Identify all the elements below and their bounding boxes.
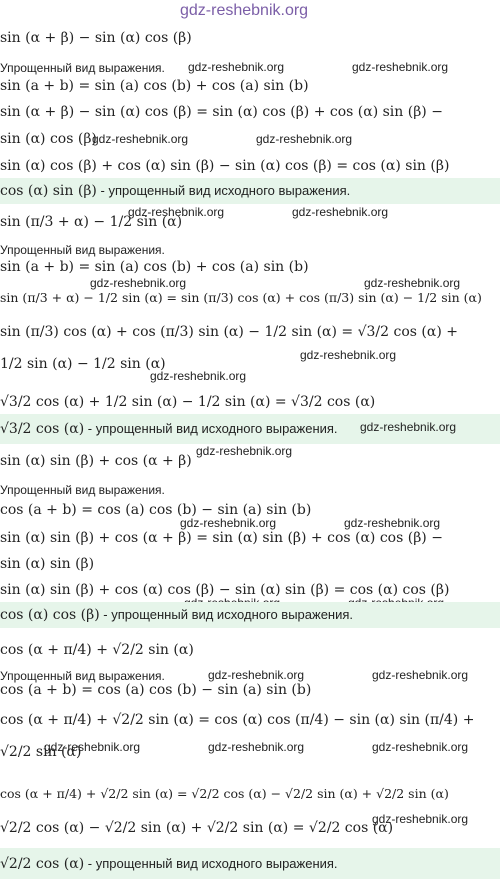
- problem-2-expression: sin (π/3 + α) − 1/2 sin (α): [0, 214, 183, 230]
- problem-3-step-1: sin (α) sin (β) + cos (α + β) = sin (α) sin (β) + cos (α) cos (β) −: [0, 530, 443, 546]
- problem-3-formula: cos (a + b) = cos (a) cos (b) − sin (a) sin (b): [0, 502, 312, 518]
- problem-1-formula: sin (a + b) = sin (a) cos (b) + cos (a) sin (b): [0, 78, 309, 94]
- watermark: gdz-reshebnik.org: [208, 740, 305, 754]
- problem-4-result-text: - упрощенный вид исходного выражения.: [84, 856, 338, 871]
- watermark: gdz-reshebnik.org: [292, 205, 389, 219]
- problem-2-result-math: √3/2 cos (α): [0, 421, 85, 437]
- problem-1-label: Упрощенный вид выражения.: [0, 61, 165, 75]
- watermark: gdz-reshebnik.org: [256, 132, 353, 146]
- problem-4-formula: cos (a + b) = cos (a) cos (b) − sin (a) sin (b): [0, 682, 312, 698]
- watermark: gdz-reshebnik.org: [372, 812, 469, 826]
- watermark: gdz-reshebnik.org: [92, 132, 189, 146]
- problem-4-label: Упрощенный вид выражения.: [0, 669, 165, 683]
- watermark: gdz-reshebnik.org: [44, 740, 141, 754]
- problem-3-result-math: cos (α) cos (β): [0, 607, 100, 623]
- problem-2-result: [0, 421, 338, 437]
- problem-3-result: [0, 607, 353, 623]
- problem-1-step-2: sin (α) cos (β): [0, 131, 97, 147]
- problem-3-label: Упрощенный вид выражения.: [0, 483, 165, 497]
- problem-4-result-math: √2/2 cos (α): [0, 856, 85, 872]
- problem-2-step-3: 1/2 sin (α) − 1/2 sin (α): [0, 356, 166, 372]
- problem-2-step-4: √3/2 cos (α) + 1/2 sin (α) − 1/2 sin (α) = √3/2 cos (α): [0, 394, 376, 410]
- problem-1-expression: sin (α + β) − sin (α) cos (β): [0, 30, 192, 46]
- problem-1-step-1: sin (α + β) − sin (α) cos (β) = sin (α) cos (β) + cos (α) sin (β) −: [0, 104, 443, 120]
- problem-4-step-3: cos (α + π/4) + √2/2 sin (α) = √2/2 cos (α) − √2/2 sin (α) + √2/2 sin (α): [0, 786, 449, 801]
- watermark: gdz-reshebnik.org: [196, 444, 293, 458]
- watermark: gdz-reshebnik.org: [352, 60, 449, 74]
- watermark: gdz-reshebnik.org: [188, 60, 285, 74]
- watermark: gdz-reshebnik.org: [360, 420, 457, 434]
- watermark: gdz-reshebnik.org: [128, 205, 225, 219]
- problem-3-expression: sin (α) sin (β) + cos (α + β): [0, 453, 192, 469]
- watermark: gdz-reshebnik.org: [208, 668, 305, 682]
- problem-3-result-text: - упрощенный вид исходного выражения.: [99, 607, 354, 622]
- problem-4-step-4: √2/2 cos (α) − √2/2 sin (α) + √2/2 sin (α) = √2/2 cos (α): [0, 820, 394, 836]
- problem-2-label: Упрощенный вид выражения.: [0, 243, 165, 257]
- problem-3-step-3: sin (α) sin (β) + cos (α) cos (β) − sin (α) sin (β) = cos (α) cos (β): [0, 582, 450, 598]
- watermark: gdz-reshebnik.org: [300, 348, 397, 362]
- watermark: gdz-reshebnik.org: [180, 516, 277, 530]
- problem-4-expression: cos (α + π/4) + √2/2 sin (α): [0, 642, 194, 658]
- problem-2-step-2: sin (π/3) cos (α) + cos (π/3) sin (α) − 1/2 sin (α) = √3/2 cos (α) +: [0, 324, 458, 340]
- problem-3-step-2: sin (α) sin (β): [0, 556, 95, 572]
- problem-2-formula: sin (a + b) = sin (a) cos (b) + cos (a) sin (b): [0, 259, 309, 275]
- watermark: gdz-reshebnik.org: [90, 276, 187, 290]
- watermark: gdz-reshebnik.org: [372, 668, 469, 682]
- problem-2-step-1: sin (π/3 + α) − 1/2 sin (α) = sin (π/3) cos (α) + cos (π/3) sin (α) − 1/2 sin (α): [0, 290, 482, 305]
- problem-4-result: [0, 856, 338, 872]
- problem-1-step-3: sin (α) cos (β) + cos (α) sin (β) − sin (α) cos (β) = cos (α) sin (β): [0, 158, 450, 174]
- problem-2-result-text: - упрощенный вид исходного выражения.: [84, 421, 338, 436]
- problem-1-result-math: cos (α) sin (β): [0, 183, 97, 199]
- watermark-top: gdz-reshebnik.org: [180, 2, 309, 19]
- problem-1-result: [0, 183, 350, 199]
- watermark: gdz-reshebnik.org: [344, 516, 441, 530]
- problem-4-step-1: cos (α + π/4) + √2/2 sin (α) = cos (α) cos (π/4) − sin (α) sin (π/4) +: [0, 712, 475, 728]
- problem-4-step-2: √2/2 sin (α): [0, 744, 82, 760]
- watermark: gdz-reshebnik.org: [150, 369, 247, 383]
- watermark: gdz-reshebnik.org: [372, 740, 469, 754]
- watermark: gdz-reshebnik.org: [364, 276, 461, 290]
- problem-1-result-text: - упрощенный вид исходного выражения.: [96, 183, 351, 198]
